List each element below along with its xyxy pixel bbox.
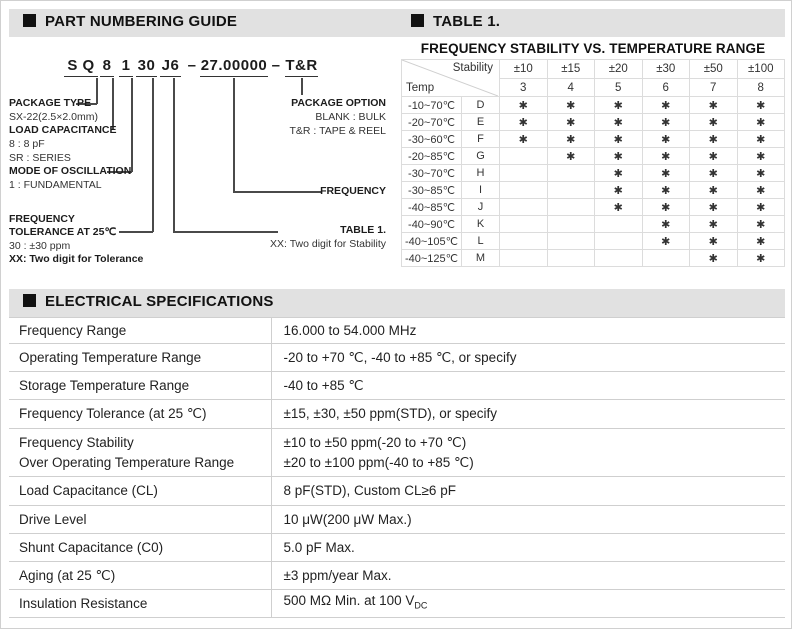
connector-line-mode	[131, 78, 133, 172]
table-row	[402, 199, 785, 216]
stability-code-header: 4	[547, 79, 595, 97]
stability-availability-cell: ✱	[595, 148, 643, 165]
connector-line-tolerance	[152, 78, 154, 232]
section-title-text: TABLE 1.	[433, 13, 501, 30]
corner-label-temp: Temp	[406, 82, 435, 94]
stability-availability-cell: ✱	[642, 97, 690, 114]
label-load-cap-option2: SR : SERIES	[9, 152, 71, 164]
stability-availability-cell: ✱	[642, 131, 690, 148]
table-row	[402, 182, 785, 199]
stability-availability-cell: ✱	[595, 199, 643, 216]
stability-availability-cell	[595, 250, 643, 267]
stability-availability-cell: ✱	[500, 131, 548, 148]
stability-code-header: 7	[690, 79, 738, 97]
electrical-specifications-table	[9, 317, 785, 618]
stability-availability-cell	[500, 182, 548, 199]
stability-availability-cell	[547, 216, 595, 233]
part-segment-frequency: 27.00000	[200, 55, 268, 77]
spec-value: ±3 ppm/year Max.	[271, 562, 785, 590]
stability-code-header: 5	[595, 79, 643, 97]
stability-availability-cell	[500, 199, 548, 216]
stability-availability-cell: ✱	[547, 97, 595, 114]
temp-code-cell: J	[462, 199, 500, 216]
temp-code-cell: L	[462, 233, 500, 250]
stability-availability-cell: ✱	[547, 114, 595, 131]
label-package-option-bulk: BLANK : BULK	[315, 111, 386, 123]
table-row	[9, 344, 785, 372]
stability-availability-cell: ✱	[547, 131, 595, 148]
table-row	[402, 233, 785, 250]
stability-code-header: 6	[642, 79, 690, 97]
stability-availability-cell: ✱	[737, 250, 785, 267]
stability-availability-cell: ✱	[642, 199, 690, 216]
temp-range-cell: -40~105℃	[402, 233, 462, 250]
table-row	[9, 429, 785, 477]
connector-line-stability	[173, 78, 175, 232]
stability-availability-cell: ✱	[690, 233, 738, 250]
spec-value: -20 to +70 ℃, -40 to +85 ℃, or specify	[271, 344, 785, 372]
label-tolerance-note: XX: Two digit for Tolerance	[9, 253, 144, 265]
connector-line-package-option	[301, 78, 303, 95]
spec-value: 8 pF(STD), Custom CL≥6 pF	[271, 477, 785, 506]
stability-availability-cell: ✱	[690, 131, 738, 148]
stability-column-header: ±100	[737, 60, 785, 79]
spec-value: -40 to +85 ℃	[271, 372, 785, 400]
stability-availability-cell	[500, 216, 548, 233]
stability-availability-cell: ✱	[500, 97, 548, 114]
label-package-option-tr: T&R : TAPE & REEL	[289, 125, 386, 137]
temp-range-cell: -20~85℃	[402, 148, 462, 165]
temp-range-cell: -30~60℃	[402, 131, 462, 148]
stability-availability-cell: ✱	[642, 182, 690, 199]
stability-availability-cell: ✱	[642, 148, 690, 165]
spec-label: Insulation Resistance	[9, 590, 271, 618]
part-segment-dash: –	[187, 57, 197, 74]
label-frequency: FREQUENCY	[320, 185, 386, 197]
temp-range-cell: -40~125℃	[402, 250, 462, 267]
stability-availability-cell	[500, 250, 548, 267]
spec-label: Frequency Tolerance (at 25 ℃)	[9, 400, 271, 429]
spec-value-subscript: DC	[414, 600, 428, 611]
part-segment-load-capacitance: 8	[100, 55, 114, 77]
stability-availability-cell: ✱	[595, 165, 643, 182]
electrical-specifications-section	[9, 317, 785, 618]
spec-value: ±15, ±30, ±50 ppm(STD), or specify	[271, 400, 785, 429]
stability-availability-cell: ✱	[595, 131, 643, 148]
connector-line-tolerance	[119, 231, 153, 233]
stability-availability-cell: ✱	[737, 165, 785, 182]
stability-availability-cell: ✱	[690, 250, 738, 267]
table-row	[9, 318, 785, 344]
spec-value-main: 500 MΩ Min. at 100 V	[283, 593, 415, 609]
stability-availability-cell: ✱	[737, 148, 785, 165]
table-row	[9, 372, 785, 400]
spec-value-line1: ±10 to ±50 ppm(-20 to +70 ℃)	[283, 434, 467, 450]
stability-column-header: ±15	[547, 60, 595, 79]
stability-column-header: ±20	[595, 60, 643, 79]
table-row	[402, 148, 785, 165]
spec-value	[271, 429, 785, 477]
label-table1-reference-note: XX: Two digit for Stability	[270, 238, 386, 250]
stability-availability-cell	[547, 250, 595, 267]
section-title-text: PART NUMBERING GUIDE	[45, 13, 238, 30]
stability-vs-temperature-table	[401, 59, 785, 267]
temp-code-cell: M	[462, 250, 500, 267]
spec-label: Load Capacitance (CL)	[9, 477, 271, 506]
spec-value: 10 μW(200 μW Max.)	[271, 506, 785, 534]
stability-column-header: ±10	[500, 60, 548, 79]
stability-availability-cell: ✱	[690, 148, 738, 165]
part-segment-tolerance: 30	[136, 55, 157, 77]
stability-availability-cell: ✱	[737, 199, 785, 216]
stability-availability-cell	[500, 148, 548, 165]
stability-availability-cell: ✱	[500, 114, 548, 131]
stability-availability-cell: ✱	[690, 97, 738, 114]
label-mode-of-oscillation: MODE OF OSCILLATION	[9, 165, 132, 177]
table1-title: FREQUENCY STABILITY VS. TEMPERATURE RANGE	[420, 41, 766, 56]
spec-label	[9, 429, 271, 477]
temp-code-cell: F	[462, 131, 500, 148]
table-row	[402, 97, 785, 114]
table-row	[402, 165, 785, 182]
label-mode-detail: 1 : FUNDAMENTAL	[9, 179, 102, 191]
table-row	[9, 506, 785, 534]
stability-availability-cell	[642, 250, 690, 267]
label-load-capacitance: LOAD CAPACITANCE	[9, 124, 117, 136]
spec-value: 16.000 to 54.000 MHz	[271, 318, 785, 344]
label-table1-reference: TABLE 1.	[340, 224, 386, 236]
label-load-cap-option1: 8 : 8 pF	[9, 138, 45, 150]
section-title-text: ELECTRICAL SPECIFICATIONS	[45, 293, 274, 310]
spec-value	[271, 590, 785, 618]
spec-label: Operating Temperature Range	[9, 344, 271, 372]
stability-availability-cell: ✱	[690, 114, 738, 131]
spec-label: Drive Level	[9, 506, 271, 534]
table1-corner-cell	[402, 60, 500, 97]
connector-line-stability	[173, 231, 278, 233]
stability-availability-cell	[547, 233, 595, 250]
label-tolerance-detail: 30 : ±30 ppm	[9, 240, 71, 252]
label-package-type: PACKAGE TYPE	[9, 97, 92, 109]
temp-code-cell: I	[462, 182, 500, 199]
table-row	[9, 477, 785, 506]
table-row	[9, 562, 785, 590]
temp-range-cell: -40~90℃	[402, 216, 462, 233]
part-segment-dash: –	[271, 57, 281, 74]
stability-availability-cell: ✱	[595, 182, 643, 199]
table-row	[9, 400, 785, 429]
specs-header-band	[9, 289, 785, 317]
connector-line-load-capacitance	[112, 78, 114, 129]
stability-availability-cell	[547, 199, 595, 216]
table-row	[402, 216, 785, 233]
temp-code-cell: H	[462, 165, 500, 182]
table-row	[9, 534, 785, 562]
stability-code-header: 8	[737, 79, 785, 97]
square-bullet-icon	[23, 294, 36, 307]
temp-code-cell: K	[462, 216, 500, 233]
stability-code-header: 3	[500, 79, 548, 97]
connector-line-frequency	[233, 191, 322, 193]
stability-availability-cell: ✱	[690, 182, 738, 199]
spec-value-line2: ±20 to ±100 ppm(-40 to +85 ℃)	[283, 454, 474, 470]
table-row	[9, 590, 785, 618]
label-package-type-detail: SX-22(2.5×2.0mm)	[9, 111, 98, 123]
temp-code-cell: D	[462, 97, 500, 114]
table-row	[402, 131, 785, 148]
stability-column-header: ±50	[690, 60, 738, 79]
section-title-specs	[23, 293, 274, 310]
stability-column-header: ±30	[642, 60, 690, 79]
part-segment-stability: J6	[160, 55, 181, 77]
spec-label: Frequency Range	[9, 318, 271, 344]
stability-availability-cell: ✱	[737, 233, 785, 250]
stability-availability-cell: ✱	[690, 216, 738, 233]
part-segment-mode: 1	[119, 55, 133, 77]
temp-range-cell: -20~70℃	[402, 114, 462, 131]
stability-availability-cell: ✱	[737, 182, 785, 199]
stability-availability-cell	[500, 165, 548, 182]
spec-label-line2: Over Operating Temperature Range	[19, 454, 235, 470]
spec-label: Shunt Capacitance (C0)	[9, 534, 271, 562]
stability-availability-cell: ✱	[642, 216, 690, 233]
spec-label-line1: Frequency Stability	[19, 434, 134, 450]
stability-availability-cell	[500, 233, 548, 250]
stability-availability-cell: ✱	[737, 97, 785, 114]
table1-section	[401, 41, 785, 267]
label-package-option: PACKAGE OPTION	[291, 97, 386, 109]
spec-value: 5.0 pF Max.	[271, 534, 785, 562]
label-frequency-tolerance-2: TOLERANCE AT 25℃	[9, 226, 117, 238]
stability-availability-cell: ✱	[737, 131, 785, 148]
table-row	[402, 250, 785, 267]
corner-label-stability: Stability	[452, 62, 493, 74]
stability-availability-cell: ✱	[737, 114, 785, 131]
stability-availability-cell: ✱	[547, 148, 595, 165]
stability-availability-cell	[595, 216, 643, 233]
temp-code-cell: G	[462, 148, 500, 165]
temp-range-cell: -30~70℃	[402, 165, 462, 182]
stability-availability-cell: ✱	[642, 114, 690, 131]
connector-line-package-type	[96, 78, 98, 104]
stability-availability-cell	[547, 182, 595, 199]
part-segment-package-type: S Q	[64, 55, 98, 77]
stability-availability-cell: ✱	[690, 199, 738, 216]
stability-availability-cell: ✱	[595, 114, 643, 131]
temp-range-cell: -30~85℃	[402, 182, 462, 199]
stability-availability-cell: ✱	[595, 97, 643, 114]
table-row	[402, 114, 785, 131]
stability-availability-cell: ✱	[737, 216, 785, 233]
spec-label: Storage Temperature Range	[9, 372, 271, 400]
connector-line-frequency	[233, 78, 235, 192]
stability-availability-cell: ✱	[642, 165, 690, 182]
part-segment-package-option: T&R	[285, 55, 318, 77]
temp-range-cell: -10~70℃	[402, 97, 462, 114]
spec-label: Aging (at 25 ℃)	[9, 562, 271, 590]
stability-availability-cell	[595, 233, 643, 250]
stability-availability-cell	[547, 165, 595, 182]
stability-availability-cell: ✱	[690, 165, 738, 182]
label-frequency-tolerance-1: FREQUENCY	[9, 213, 75, 225]
temp-range-cell: -40~85℃	[402, 199, 462, 216]
stability-availability-cell: ✱	[642, 233, 690, 250]
temp-code-cell: E	[462, 114, 500, 131]
